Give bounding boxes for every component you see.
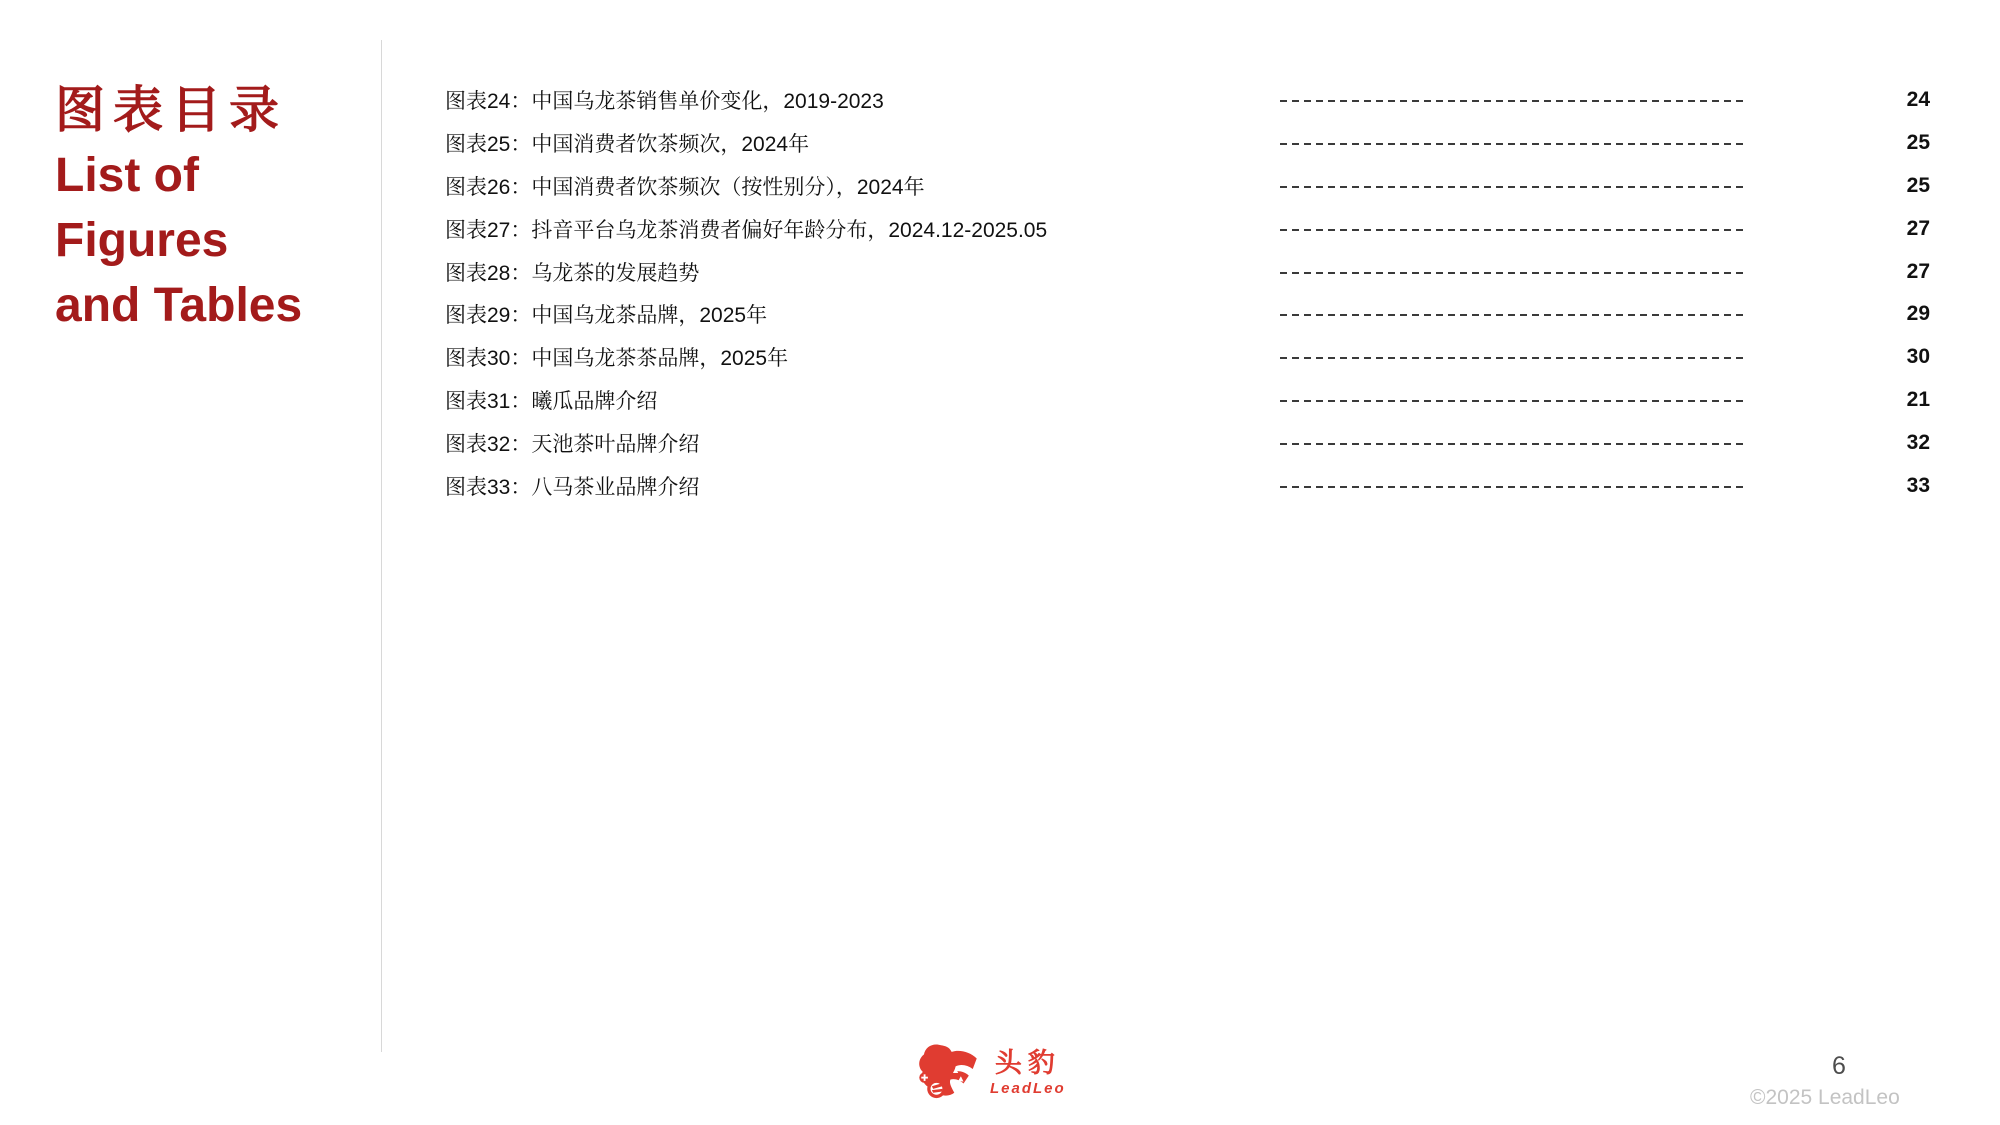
toc-entry-label: 图表27：抖音平台乌龙茶消费者偏好年龄分布，2024.12-2025.05	[445, 218, 1048, 242]
page-number: 6	[1832, 1052, 1846, 1080]
toc-entry-label: 图表26：中国消费者饮茶频次（按性别分），2024年	[445, 175, 925, 199]
toc-entry-page: 24	[1906, 88, 1930, 112]
toc-leader-dashes	[1280, 272, 1745, 274]
toc-entry-32[interactable]	[445, 421, 1930, 464]
toc-entry-label: 图表25：中国消费者饮茶频次，2024年	[445, 133, 810, 157]
toc-leader-dashes	[1280, 100, 1745, 102]
toc-entry-page: 27	[1906, 259, 1930, 283]
title-english-line-1: List of	[55, 149, 199, 202]
toc-entry-page: 25	[1906, 173, 1930, 197]
toc-entry-24[interactable]	[445, 79, 1930, 122]
toc-leader-dashes	[1280, 186, 1745, 188]
toc-leader-dashes	[1280, 229, 1745, 231]
toc-entry-page: 27	[1906, 216, 1930, 240]
toc-entry-label: 图表24：中国乌龙茶销售单价变化，2019-2023	[445, 90, 884, 114]
title-chinese: 图表目录	[55, 82, 287, 138]
toc-entry-27[interactable]	[445, 207, 1930, 250]
title-english-line-3: and Tables	[55, 279, 303, 332]
toc-entry-page: 29	[1906, 302, 1930, 326]
copyright-text: ©2025 LeadLeo	[1750, 1086, 1900, 1109]
toc-entry-label: 图表28：乌龙茶的发展趋势	[445, 261, 700, 285]
vertical-divider	[381, 40, 382, 1052]
toc-entry-28[interactable]	[445, 250, 1930, 293]
toc-entry-30[interactable]	[445, 336, 1930, 379]
toc-entry-26[interactable]	[445, 165, 1930, 208]
toc-list	[445, 79, 1930, 507]
toc-entry-31[interactable]	[445, 379, 1930, 422]
toc-leader-dashes	[1280, 314, 1745, 316]
logo-text	[990, 1048, 1066, 1098]
toc-entry-page: 32	[1906, 430, 1930, 454]
toc-leader-dashes	[1280, 486, 1745, 488]
toc-entry-page: 25	[1906, 131, 1930, 155]
toc-leader-dashes	[1280, 400, 1745, 402]
toc-leader-dashes	[1280, 357, 1745, 359]
toc-entry-33[interactable]	[445, 464, 1930, 507]
toc-entry-label: 图表33：八马茶业品牌介绍	[445, 475, 700, 499]
toc-entry-page: 33	[1906, 473, 1930, 497]
figures-toc-title	[55, 78, 365, 338]
logo-chinese-name: 头豹	[994, 1048, 1061, 1078]
leopard-head-icon	[916, 1040, 982, 1106]
toc-entry-label: 图表31：曦瓜品牌介绍	[445, 389, 658, 413]
toc-entry-page: 21	[1906, 387, 1930, 411]
toc-leader-dashes	[1280, 443, 1745, 445]
toc-leader-dashes	[1280, 143, 1745, 145]
toc-entry-label: 图表30：中国乌龙茶茶品牌，2025年	[445, 347, 789, 371]
toc-entry-label: 图表29：中国乌龙茶品牌，2025年	[445, 304, 768, 328]
toc-entry-page: 30	[1906, 345, 1930, 369]
toc-entry-29[interactable]	[445, 293, 1930, 336]
leadleo-logo	[916, 1040, 1066, 1106]
toc-entry-25[interactable]	[445, 122, 1930, 165]
toc-entry-label: 图表32：天池茶叶品牌介绍	[445, 432, 700, 456]
title-english-line-2: Figures	[55, 214, 229, 267]
logo-english-name: LeadLeo	[990, 1080, 1066, 1097]
